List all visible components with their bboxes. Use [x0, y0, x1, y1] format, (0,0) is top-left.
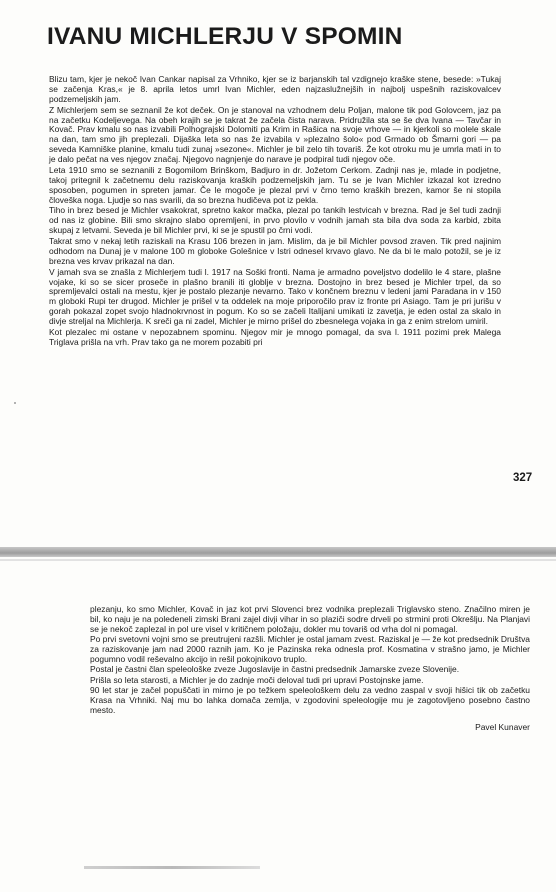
paragraph: 90 let star je začel popuščati in mirno je po težkem speleološkem delu za vedno zaspal v svoji hišici tik ob začetku Krasa na Vrhniki. Naj mu bo lahka domača zemlja, v zgodovini speleologije mu je zagotovljeno posebno častno mesto. [90, 685, 530, 715]
paragraph: Postal je častni član speleološke zveze Jugoslavije in častni predsednik Jamarske zveze Slovenije. [90, 664, 460, 675]
page-number: 327 [513, 472, 533, 484]
article-body-upper [49, 75, 501, 349]
paragraph: Takrat smo v nekaj letih raziskali na Krasu 106 brezen in jam. Mislim, da je bil Michler povsod zraven. Tik pred najinim odhodom na Dunaj je v malone 100 m globoke Golešnice v Istri odnesel krvavo glavo. Ne da bi le malo potožil, se je iz brezna ves krvav prikazal na dan. [49, 236, 501, 266]
paragraph: Blizu tam, kjer je nekoč Ivan Cankar napisal za Vrhniko, kjer se iz barjanskih tal vzdignejo kraške stene, besede: »Tukaj se začenja Kras,« je 8. aprila letos umrl Ivan Michler, eden najzaslužnejših in najbolj uspešnih raziskovalcev podzemeljskih jam. [49, 74, 501, 104]
bottom-scan-mark [84, 866, 260, 869]
article-body-lower [90, 605, 530, 732]
paragraph: Kot plezalec mi ostane v nepozabnem spominu. Njegov mir je mnogo pomagal, da sva l. 1911 pozimi prek Malega Triglava prišla na vrh. Prav tako ga ne morem pozabiti pri [49, 326, 501, 347]
paragraph: Prišla so leta starosti, a Michler je do zadnje moči deloval tudi pri upravi Postojnske jame. [90, 674, 424, 685]
margin-speck [14, 402, 16, 404]
paragraph: Tiho in brez besed je Michler vsakokrat, spretno kakor mačka, plezal po tankih lestvicah v brezna. Rad je šel tudi zadnji od nas iz globine. Bili smo skrajno slabo opremljeni, in prvo plovilo v vodnih jamah sta bila dva soda za karbid, zbita skupaj z letvami. Seveda je bil Michler prvi, ki se je spustil po črni vodi. [49, 205, 501, 236]
article-title: IVANU MICHLERJU V SPOMIN [47, 23, 403, 50]
paragraph: Leta 1910 smo se seznanili z Bogomilom Brinškom, Badjuro in dr. Jožetom Cerkom. Zadnji nas je, mlade in podjetne, takoj pritegnil k začetnemu delu raziskovanja kraških podzemeljskih jam. Tu se je Ivan Michler izkazal kot izredno sposoben, pogumen in spreten jamar. Če le mogoče je plezal prvi v črno temo kraških brezen, kamor še ni stopila človeška noga. Ljudje so nas svarili, da so brezna hudičeva pot iz pekla. [49, 164, 501, 205]
paragraph: V jamah sva se znašla z Michlerjem tudi l. 1917 na Soški fronti. Nama je armadno poveljstvo dodelilo le 4 stare, plašne vojake, ki so se sicer proseče in plašno branili iti globlje v brezna. Dostojno in brez besed je Michler trpel, da so spremljevalci ostali na mestu, kjer je postalo plezanje nevarno. Tako v končnem breznu v ledeni jami Paradana in v 150 m globoki Rupi ter drugod. Michler je prišel v ta oddelek na moje priporočilo prav iz fronte pri Asiago. Tam je pri jurišu v gorah pokazal zopet svojo hladnokrvnost in pogum. Ko so se začeli Italijani umikati iz zavetja, je eden ostal za skalo in divje streljal na Michlerja. K sreči ga ni zadel, Michler je mirno prišel do zbesnelega vojaka in ga z enim strelom umiril. [49, 266, 501, 326]
author-signature: Pavel Kunaver [475, 721, 530, 732]
paragraph: Po prvi svetovni vojni smo se preutrujeni razšli. Michler je ostal jamam zvest. Raziskal je — že kot predsednik Društva za raziskovanje jam nad 2000 raznih jam. Ko je Pazinska reka odnesla prof. Kosmatina v strašno jamo, je Michler pogumno vodil reševalno akcijo in rešil pokojnikovo truplo. [90, 634, 530, 664]
paragraph: plezanju, ko smo Michler, Kovač in jaz kot prvi Slovenci brez vodnika preplezali Triglavsko steno. Značilno miren je bil, ko naju je na poledeneli zimski Brani zajel divji vihar in so plaziči sodre drveli po strmini proti Okrešlju. Na Planjavi se je nekoč zaplezal in pol ure visel v kritičnem položaju, dokler mu tovariš od vrha dol ni pomagal. [90, 604, 530, 634]
paragraph: Z Michlerjem sem se seznanil že kot deček. On je stanoval na vzhodnem delu Poljan, malone tik pod Golovcem, jaz pa na začetku Kodeljevega. Na obeh krajih se je takrat že začela čista narava. Pridružila sta se še dva Ivana — Tavčar in Kovač. Prav kmalu so nas izvabili Polhograjski Dolomiti pa Krim in Rašica na svoje vrhove — in kjerkoli so molele skale na dan, tam smo jih preplezali. Dijaška leta so nas že izvabila v »plezalno šolo« pod Grmado ob Šmarni gori — pa seveda Kamniške planine, kmalu tudi zunaj »sezone«. Michler je bil zelo tih tovariš. Že kot otroku mu je umrla mati in to je dalo pečat na ves njegov značaj. Njegovo nagnjenje do narave je podpiral tudi njegov oče. [49, 104, 501, 164]
lower-page [0, 543, 556, 892]
